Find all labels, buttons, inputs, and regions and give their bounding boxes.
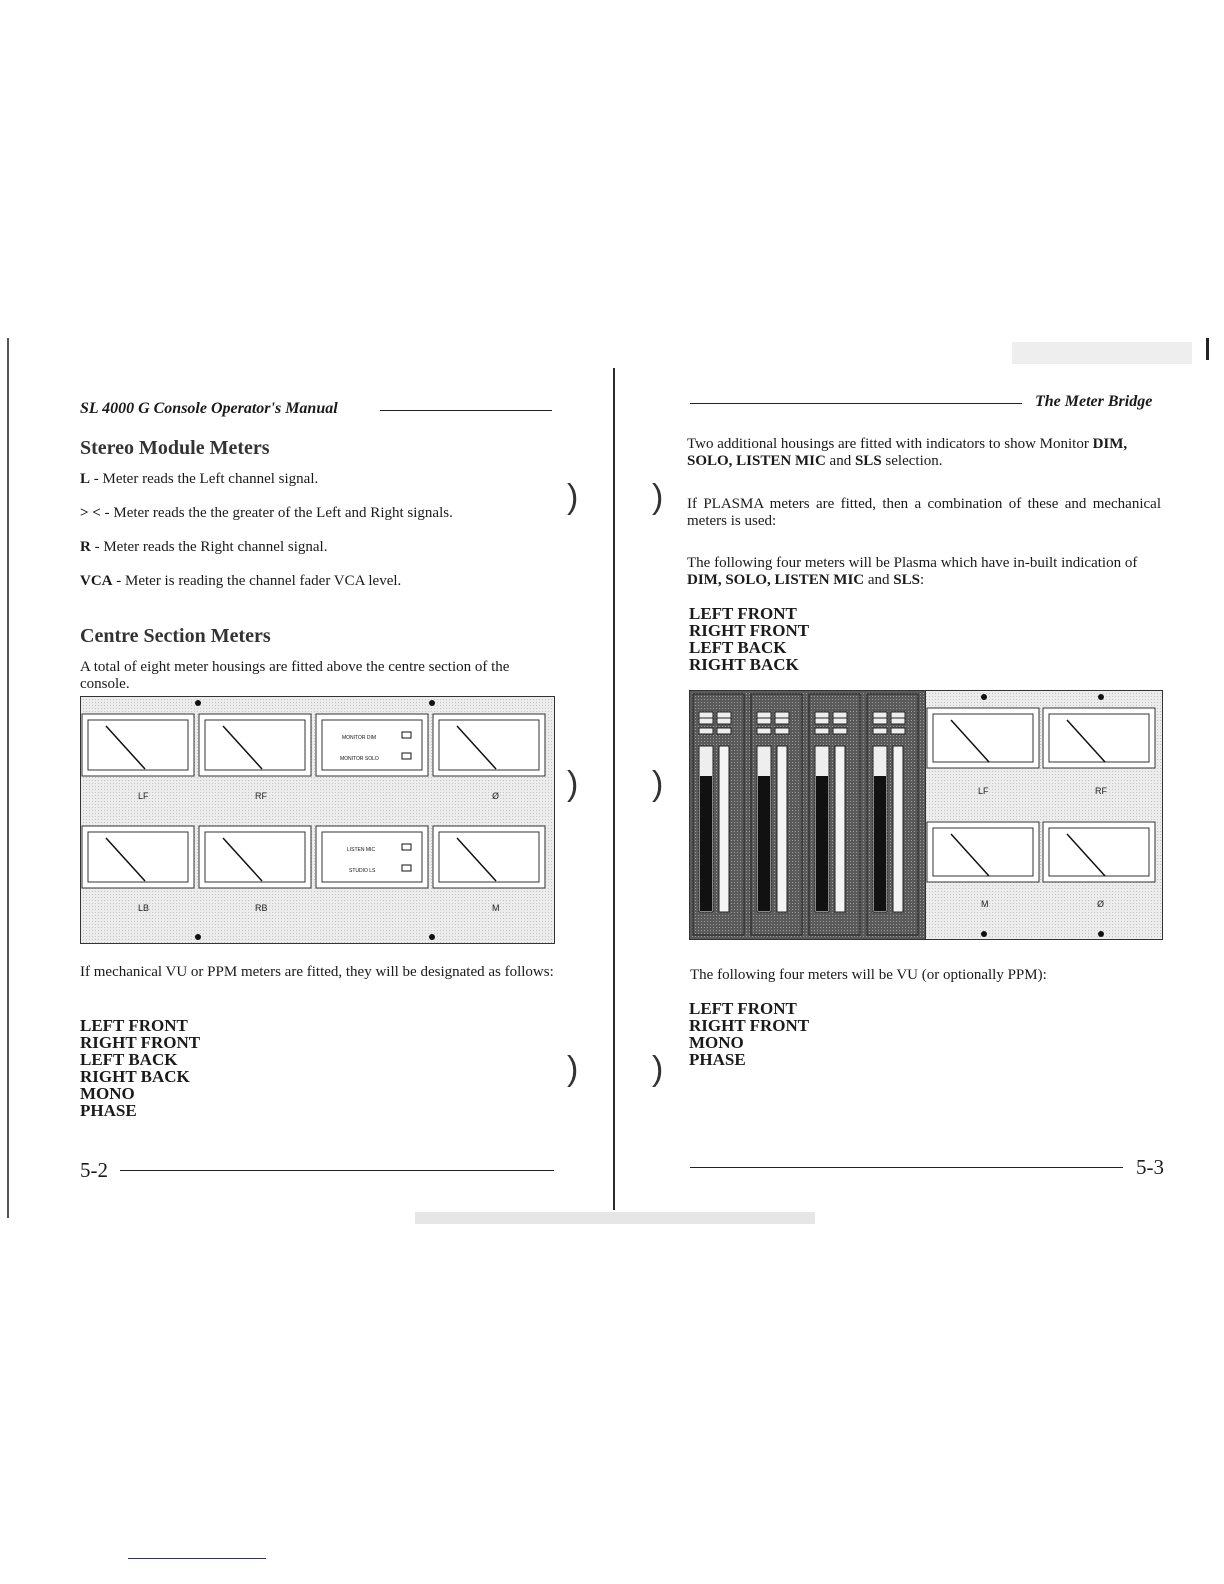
meter-housing-mono	[433, 826, 545, 888]
definition-vca: VCA - Meter is reading the channel fader VCA level.	[80, 573, 402, 589]
plasma-meters	[690, 691, 926, 940]
meter-housing-mono	[927, 822, 1039, 882]
label-monitor-solo: MONITOR SOLO	[340, 756, 379, 762]
binder-hole: )	[567, 1050, 579, 1088]
label-listen-mic: LISTEN MIC	[347, 847, 376, 853]
centre-meter-bridge-diagram	[80, 696, 555, 944]
intro-paragraph: A total of eight meter housings are fitted above the centre section of the console.	[80, 659, 510, 692]
definition-r: R - Meter reads the Right channel signal.	[80, 539, 328, 555]
label-m: M	[492, 903, 500, 913]
label-phase: Ø	[1097, 900, 1105, 910]
meter-housing-rb	[199, 826, 311, 888]
paragraph: If PLASMA meters are fitted, then a combination of these and mechanical meters is used:	[687, 496, 1161, 529]
list-item: LEFT FRONT	[80, 1016, 188, 1035]
indicator-housing-monitor	[316, 714, 428, 776]
meter-housing-rf	[199, 714, 311, 776]
list-item: RIGHT BACK	[689, 655, 799, 674]
definition-greater: > < - Meter reads the the greater of the Left and Right signals.	[80, 505, 453, 521]
label-studio-ls: STUDIO LS	[349, 868, 376, 874]
list-item: RIGHT FRONT	[80, 1033, 201, 1052]
list-item: LEFT BACK	[80, 1050, 178, 1069]
paragraph: The following four meters will be VU (or optionally PPM):	[690, 967, 1047, 983]
header-rule	[380, 410, 552, 411]
binder-hole: )	[652, 1050, 664, 1088]
label-rb: RB	[255, 903, 268, 913]
list-item: LEFT BACK	[689, 638, 787, 657]
header-rule	[690, 403, 1022, 404]
label-phase: Ø	[492, 792, 500, 802]
meter-housing-lf	[927, 708, 1039, 768]
list-item: PHASE	[80, 1101, 137, 1120]
paragraph: The following four meters will be Plasma which have in-built indication of DIM, SOLO, LISTEN MIC and SLS:	[687, 555, 1138, 588]
list-item: RIGHT FRONT	[689, 1016, 810, 1035]
binding-gutter	[613, 368, 615, 1210]
list-item: LEFT FRONT	[689, 999, 797, 1018]
section-title: Stereo Module Meters	[80, 437, 270, 459]
list-item: LEFT FRONT	[689, 604, 797, 623]
binder-hole: )	[567, 478, 579, 516]
binder-hole: )	[652, 478, 664, 516]
running-header: SL 4000 G Console Operator's Manual	[80, 400, 338, 417]
vu-meter-list	[689, 1000, 809, 1068]
meter-housing-phase	[433, 714, 545, 776]
page-number: 5-2	[80, 1158, 108, 1182]
scan-mark	[1206, 338, 1209, 360]
scan-shadow	[415, 1212, 815, 1224]
meter-designation-list	[80, 1017, 200, 1119]
scan-line	[128, 1558, 266, 1559]
meter-housing-phase	[1043, 822, 1155, 882]
page-edge	[7, 338, 9, 1218]
footer-rule	[690, 1167, 1123, 1168]
label-lf: LF	[138, 791, 149, 801]
meter-housing-lb	[82, 826, 194, 888]
label-rf: RF	[255, 791, 267, 801]
section-title: Centre Section Meters	[80, 625, 271, 647]
label-monitor-dim: MONITOR DIM	[342, 735, 377, 741]
list-item: MONO	[80, 1084, 135, 1103]
binder-hole: )	[652, 765, 664, 803]
definition-l: L - Meter reads the Left channel signal.	[80, 471, 319, 487]
list-item: RIGHT BACK	[80, 1067, 190, 1086]
footer-rule	[120, 1170, 554, 1171]
page-number: 5-3	[1136, 1155, 1164, 1179]
paragraph-after-figure: If mechanical VU or PPM meters are fitted, they will be designated as follows:	[80, 964, 554, 980]
paragraph: Two additional housings are fitted with indicators to show Monitor DIM, SOLO, LISTEN MIC and SLS selection.	[687, 436, 1128, 469]
plasma-meter-list	[689, 605, 809, 673]
binder-hole: )	[567, 765, 579, 803]
running-header: The Meter Bridge	[1035, 393, 1153, 410]
label-lf: LF	[978, 786, 989, 796]
label-m: M	[981, 899, 989, 909]
meter-housing-rf	[1043, 708, 1155, 768]
list-item: RIGHT FRONT	[689, 621, 810, 640]
label-rf: RF	[1095, 786, 1107, 796]
list-item: PHASE	[689, 1050, 746, 1069]
list-item: MONO	[689, 1033, 744, 1052]
label-lb: LB	[138, 903, 150, 913]
scan-shadow	[1012, 342, 1192, 364]
plasma-meter-bridge-diagram	[689, 690, 1163, 940]
indicator-housing-listen	[316, 826, 428, 888]
meter-housing-lf	[82, 714, 194, 776]
